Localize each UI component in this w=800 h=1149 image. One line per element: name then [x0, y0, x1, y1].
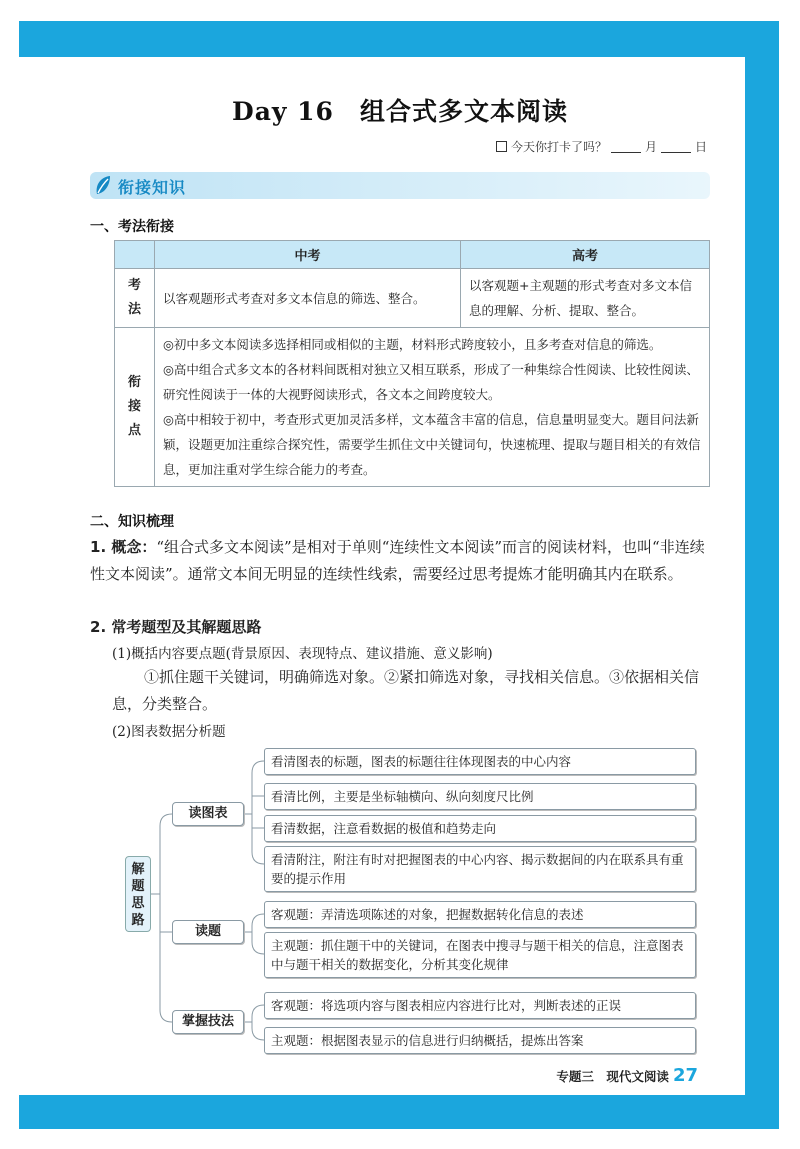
xianjie-item: ◎高中组合式多文本的各材料间既相对独立又相互联系，形成了一种集综合性阅读、比较性阅读、研究性阅读于一体的大视野阅读形式，各文本之间跨度较大。 — [163, 362, 699, 402]
section-label: 衔接知识 — [118, 178, 187, 197]
xianjie-item: ◎初中多文本阅读多选择相同或相似的主题，材料形式跨度较小，且多考查对信息的筛选。 — [163, 337, 662, 352]
cell-gaokao: 以客观题+主观题的形式考查对多文本信息的理解、分析、提取、整合。 — [461, 269, 710, 328]
item-number: 1 — [90, 538, 101, 556]
mindmap-leaf: 看清图表的标题，图表的标题往往体现图表的中心内容 — [264, 748, 696, 775]
subtype-2: (2)图表数据分析题 — [112, 724, 226, 740]
concept-text: “组合式多文本阅读”是相对于单则“连续性文本阅读”而言的阅读材料，也叫“非连续性文本阅读”。通常文本间无明显的连续性线索，需要经过思考提炼才能明确其内在联系。 — [90, 538, 705, 583]
page-footer — [556, 1065, 698, 1086]
item-number: 2 — [90, 618, 101, 636]
types-heading: 2. 常考题型及其解题思路 — [90, 618, 262, 636]
row-label-text: 考法 — [127, 278, 141, 317]
row-label-text: 衔接点 — [127, 375, 141, 438]
concept-paragraph: 1. 概念：“组合式多文本阅读”是相对于单则“连续性文本阅读”而言的阅读材料，也叫“非连续性文本阅读”。通常文本间无明显的连续性线索，需要经过思考提炼才能明确其内在联系。 — [90, 538, 705, 583]
col-header-gaokao: 高考 — [461, 241, 710, 269]
footer-topic: 专题三 现代文阅读 — [556, 1069, 669, 1084]
month-label: 月 — [644, 140, 657, 154]
mindmap-node: 读题 — [172, 920, 244, 944]
mindmap-leaf: 主观题：根据图表显示的信息进行归纳概括，提炼出答案 — [264, 1027, 696, 1054]
item-label: 常考题型及其解题思路 — [111, 618, 262, 636]
subtype-1: (1)概括内容要点题(背景原因、表现特点、建议措施、意义影响) — [112, 646, 493, 662]
part2-heading: 二、知识梳理 — [90, 514, 174, 530]
xianjie-item: ◎高中相较于初中，考查形式更加灵活多样，文本蕴含丰富的信息，信息量明显变大。题目问法新颖，设题更加注重综合探究性，需要学生抓住文中关键词句，快速梳理、提取与题目相关的有效信息，更加注重对学生综合能力的考查。 — [163, 412, 701, 477]
checkin-text: 今天你打卡了吗？ — [510, 140, 607, 154]
mindmap-leaf: 客观题：弄清选项陈述的对象，把握数据转化信息的表述 — [264, 901, 696, 928]
page-title: Day 16 组合式多文本阅读 — [232, 97, 568, 126]
mindmap-node: 读图表 — [172, 802, 244, 826]
mindmap-leaf: 主观题：抓住题干中的关键词，在图表中搜寻与题干相关的信息，注意图表中与题干相关的数据变化，分析其变化规律 — [264, 932, 696, 978]
mindmap-leaf: 看清比例，主要是坐标轴横向、纵向刻度尺比例 — [264, 783, 696, 810]
root-label: 解题思路 — [131, 862, 145, 928]
cell-zhongkao: 以客观题形式考查对多文本信息的筛选、整合。 — [155, 269, 461, 328]
mindmap-leaf: 看清附注，附注有时对把握图表的中心内容、揭示数据间的内在联系具有重要的提示作用 — [264, 846, 696, 892]
col-header-zhongkao: 中考 — [155, 241, 461, 269]
day-label: 日 — [694, 140, 707, 154]
part1-heading: 一、考法衔接 — [90, 219, 174, 235]
page-number: 27 — [672, 1065, 698, 1086]
mindmap-node: 掌握技法 — [172, 1010, 244, 1034]
mindmap-root — [125, 856, 151, 932]
item-label: 概念： — [111, 538, 157, 556]
mindmap-leaf: 客观题：将选项内容与图表相应内容进行比对，判断表述的正误 — [264, 992, 696, 1019]
subtype-1-text: ①抓住题干关键词，明确筛选对象。②紧扣筛选对象，寻找相关信息。③依据相关信息，分类整合。 — [112, 668, 700, 713]
mindmap-leaf: 看清数据，注意看数据的极值和趋势走向 — [264, 815, 696, 842]
